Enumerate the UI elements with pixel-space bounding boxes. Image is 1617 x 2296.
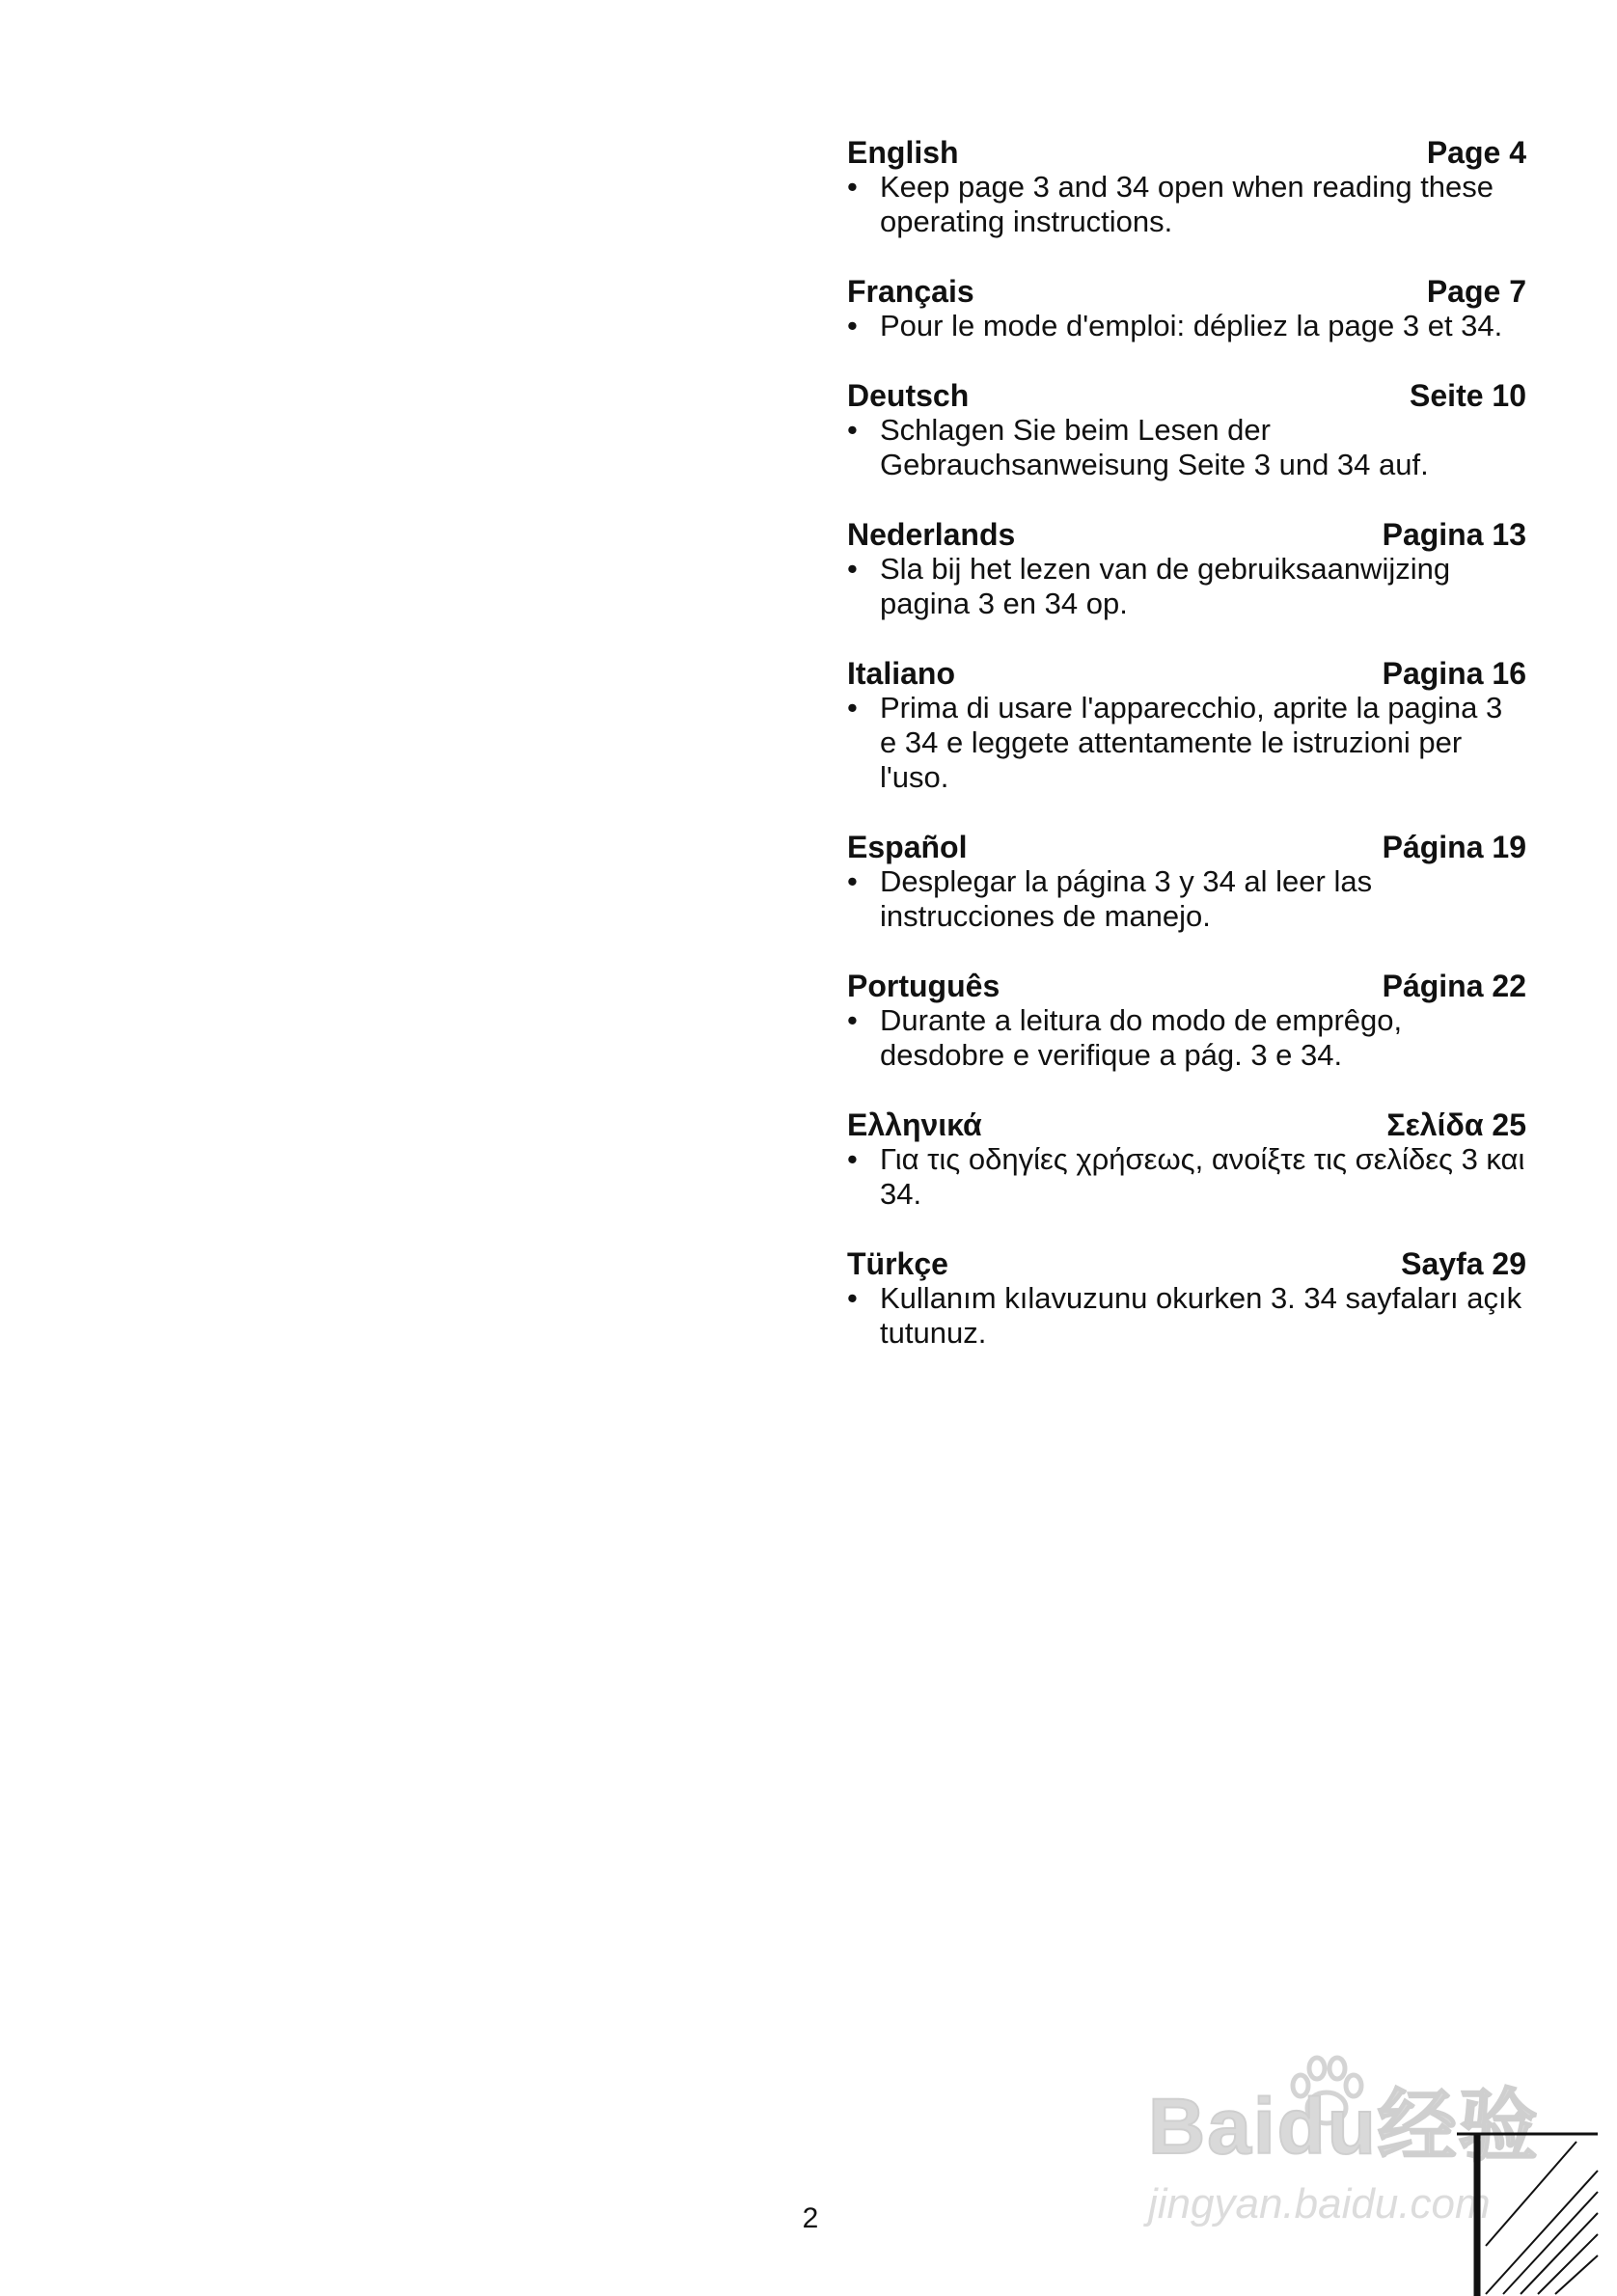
page-reference: Pagina 16 [1382,656,1526,691]
page-reference: Σελίδα 25 [1386,1107,1526,1142]
entry-instruction: Για τις οδηγίες χρήσεως, ανοίξτε τις σελίδες 3 και 34. [880,1142,1525,1211]
page-reference: Sayfa 29 [1401,1246,1526,1281]
entry-italiano [847,656,1526,795]
language-name: Deutsch [847,378,970,413]
bullet: • [847,552,858,586]
language-name: Español [847,830,968,864]
bullet: • [847,691,858,724]
page-reference: Seite 10 [1410,378,1526,413]
language-name: Italiano [847,656,956,691]
page-reference: Page 7 [1426,274,1526,309]
entry-portugues [847,969,1526,1073]
bullet: • [847,864,858,898]
entry-instruction: Desplegar la página 3 y 34 al leer las instrucciones de manejo. [880,864,1373,933]
entry-instruction: Keep page 3 and 34 open when reading these operating instructions. [880,170,1494,238]
entry-ellinika [847,1107,1526,1212]
language-name: Português [847,969,1000,1003]
bullet: • [847,1281,858,1315]
entry-instruction: Schlagen Sie beim Lesen der Gebrauchsanweisung Seite 3 und 34 auf. [880,413,1429,481]
entry-espanol [847,830,1526,934]
entry-instruction: Pour le mode d'emploi: dépliez la page 3 et 34. [880,309,1503,342]
entry-instruction: Prima di usare l'apparecchio, aprite la pagina 3 e 34 e leggete attentamente le istruzioni per l'uso. [880,691,1503,794]
page-number: 2 [802,2202,819,2234]
entry-deutsch [847,378,1526,482]
watermark-brand: Baidu经验 [1148,2083,1540,2171]
entry-instruction: Sla bij het lezen van de gebruiksaanwijzing pagina 3 en 34 op. [880,552,1451,620]
language-name: Ελληνικά [847,1107,982,1142]
bullet: • [847,413,858,447]
bullet: • [847,170,858,204]
language-name: English [847,135,959,170]
bullet: • [847,309,858,342]
corner-hatch-mark [1457,2132,1617,2296]
language-index [847,135,1526,1385]
entry-instruction: Kullanım kılavuzunu okurken 3. 34 sayfaları açık tutunuz. [880,1281,1522,1350]
bullet: • [847,1003,858,1037]
page-reference: Page 4 [1426,135,1526,170]
entry-nederlands [847,517,1526,621]
entry-turkce [847,1246,1526,1351]
entry-instruction: Durante a leitura do modo de emprêgo, desdobre e verifique a pág. 3 e 34. [880,1003,1403,1072]
entry-francais [847,274,1526,343]
language-name: Nederlands [847,517,1016,552]
watermark-domain: jingyan.baidu.com [1148,2180,1491,2228]
language-name: Français [847,274,974,309]
bullet: • [847,1142,858,1176]
entry-english [847,135,1526,239]
page-reference: Página 22 [1382,969,1526,1003]
page-reference: Pagina 13 [1382,517,1526,552]
language-name: Türkçe [847,1246,948,1281]
page-reference: Página 19 [1382,830,1526,864]
